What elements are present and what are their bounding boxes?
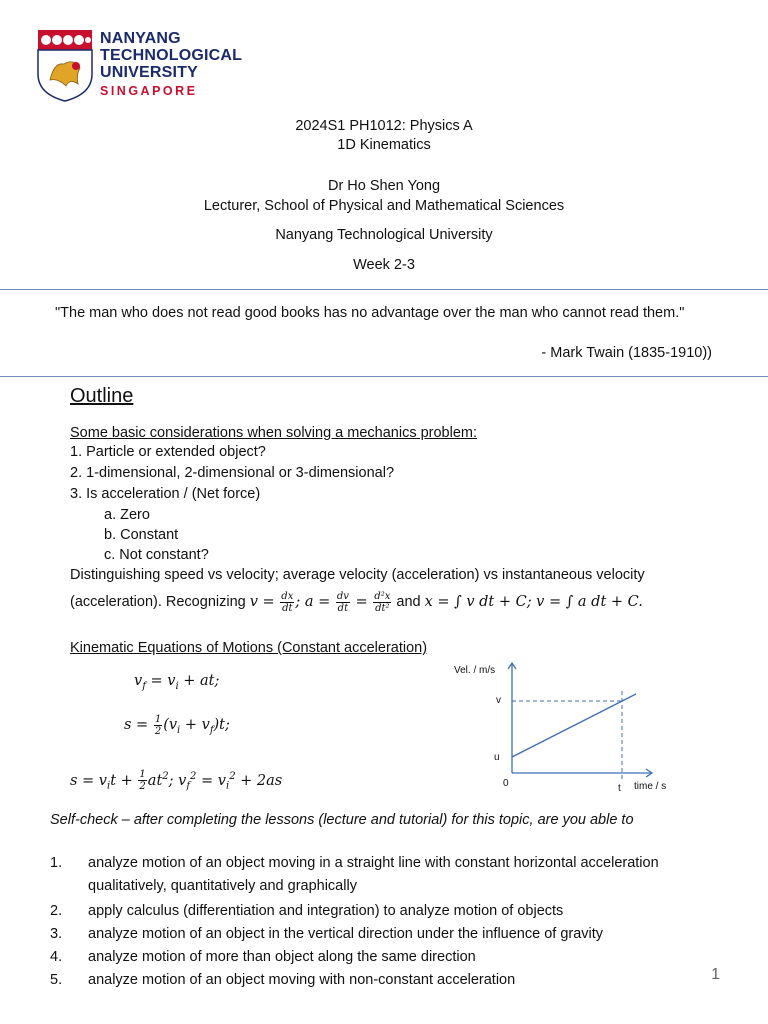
sub-list-item: c. Not constant? [104,547,209,563]
page-number: 1 [711,966,720,983]
crest-icon [36,28,94,102]
velocity-time-graph [440,655,690,800]
y-axis-label: Vel. / m/s [454,665,496,676]
course-title: 2024S1 PH1012: Physics A [295,118,473,134]
objective-number: 4. [50,949,63,965]
quote-text: "The man who does not read good books has no advantage over the man who cannot read them." [55,305,685,321]
x-axis-label: time / s [634,781,667,792]
origin-label: 0 [503,778,509,789]
logo-line-4: SINGAPORE [100,84,198,98]
list-item: 3. Is acceleration / (Net force) [70,486,261,502]
equation-final-velocity: $v_f = v_i$ + at; [134,673,220,692]
objective-text: analyze motion of more than object along the same direction [88,949,476,965]
v-tick-label: v [496,695,501,706]
equation-displacement-acceleration: $s = v_it$ + $\frac{1}{2}$ $at^2$; $v_f^2 = v_i^2 + 2as$ [70,769,283,793]
divider-bottom [0,376,768,377]
sub-list-item: a. Zero [104,507,150,523]
divider-top [0,289,768,290]
list-item: 1. Particle or extended object? [70,444,266,460]
objective-number: 5. [50,972,63,988]
university-name: Nanyang Technological University [275,227,493,243]
equation-displacement-average: s = $\frac{1}{2}$ $(v_i + v_f)t$; [124,713,230,737]
university-logo [36,28,246,104]
logo-line-1: NANYANG [100,30,181,47]
velocity-line [512,694,636,757]
t-tick-label: t [618,783,621,794]
outline-title: Outline [70,385,134,407]
recognizing-and: and [392,594,425,610]
recognizing-line [70,588,643,616]
week-label: Week 2-3 [353,257,415,273]
logo-line-3: UNIVERSITY [100,64,199,81]
distinguish-line: Distinguishing speed vs velocity; average velocity (acceleration) vs instantaneous velocity [70,567,645,583]
topic-title: 1D Kinematics [337,137,431,153]
selfcheck-intro: Self-check – after completing the lessons (lecture and tutorial) for this topic, are you able to [50,812,634,828]
considerations-heading: Some basic considerations when solving a mechanics problem: [70,425,478,441]
objective-text: apply calculus (differentiation and integration) to analyze motion of objects [88,903,564,919]
quote-attribution: - Mark Twain (1835-1910)) [541,345,712,361]
sub-list-item: b. Constant [104,527,179,543]
velocity-definition: v = $\frac{dx}{dt}$ ; a = $\frac{dv}{dt}$ = $\frac{\text{d²x}}{\text{dt²}}$ [249,590,391,614]
list-item: 2. 1-dimensional, 2-dimensional or 3-dimensional? [70,465,395,481]
lecturer-name: Dr Ho Shen Yong [327,178,441,194]
graph-svg [440,655,690,800]
objective-text: analyze motion of an object in the vertical direction under the influence of gravity [88,926,604,942]
objective-text: analyze motion of an object moving with non-constant acceleration [88,972,516,988]
u-tick-label: u [494,752,500,763]
objective-text: analyze motion of an object moving in a straight line with constant horizontal acceleration qualitatively, quantitatively and graphically [88,855,659,894]
integral-definition: x = ∫ v dt + C; v = ∫ a dt + C. [424,594,643,610]
logo-line-2: TECHNOLOGICAL [100,47,243,64]
equations-heading: Kinematic Equations of Motions (Constant acceleration) [70,640,428,656]
objective-number: 1. [50,855,63,871]
objective-number: 3. [50,926,63,942]
objective-number: 2. [50,903,63,919]
recognizing-prefix: (acceleration). Recognizing [70,594,250,610]
lecturer-role: Lecturer, School of Physical and Mathematical Sciences [203,198,565,214]
